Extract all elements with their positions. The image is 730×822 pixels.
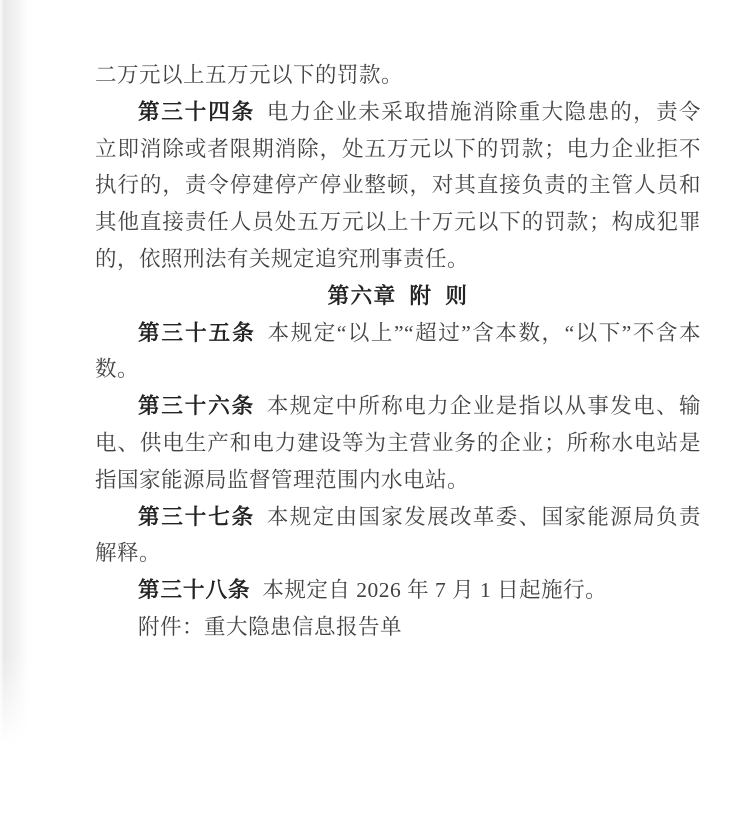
- article-36-number: 第三十六条: [138, 394, 255, 419]
- continuation-text: 二万元以上五万元以下的罚款。: [95, 63, 404, 87]
- paragraph-article-37: [95, 499, 701, 573]
- paragraph-continuation: [95, 57, 701, 94]
- article-34-number: 第三十四条: [138, 99, 255, 124]
- article-35-number: 第三十五条: [138, 320, 256, 345]
- document-text-block: [95, 57, 701, 646]
- article-38-text: 本规定自 2026 年 7 月 1 日起施行。: [262, 578, 608, 603]
- article-34-text: 电力企业未采取措施消除重大隐患的，责令立即消除或者限期消除，处五万元以下的罚款；电力企业拒不执行的，责令停建停产停业整顿，对其直接负责的主管人员和其他直接责任人员处五万元以上十万元以下的罚款；构成犯罪的，依照刑法有关规定追究刑事责任。: [95, 99, 701, 271]
- article-35-text: 本规定“以上”“超过”含本数，“以下”不含本数。: [95, 320, 701, 382]
- paragraph-article-34: [95, 94, 701, 278]
- paragraph-article-36: [95, 388, 701, 498]
- article-37-number: 第三十七条: [138, 504, 255, 529]
- article-36-text: 本规定中所称电力企业是指以从事发电、输电、供电生产和电力建设等为主营业务的企业；所称水电站是指国家能源局监督管理范围内水电站。: [95, 394, 701, 492]
- chapter-6-heading: [95, 278, 701, 315]
- paragraph-attachment: [95, 609, 701, 646]
- paragraph-article-38: [95, 572, 701, 609]
- chapter-6-heading-text: 第六章 附 则: [327, 283, 469, 308]
- attachment-line-text: 附件：重大隐患信息报告单: [138, 614, 403, 639]
- article-38-number: 第三十八条: [138, 578, 251, 603]
- article-37-text: 本规定由国家发展改革委、国家能源局负责解释。: [95, 504, 701, 566]
- paragraph-article-35: [95, 315, 701, 389]
- page-left-edge-shadow: [0, 0, 30, 745]
